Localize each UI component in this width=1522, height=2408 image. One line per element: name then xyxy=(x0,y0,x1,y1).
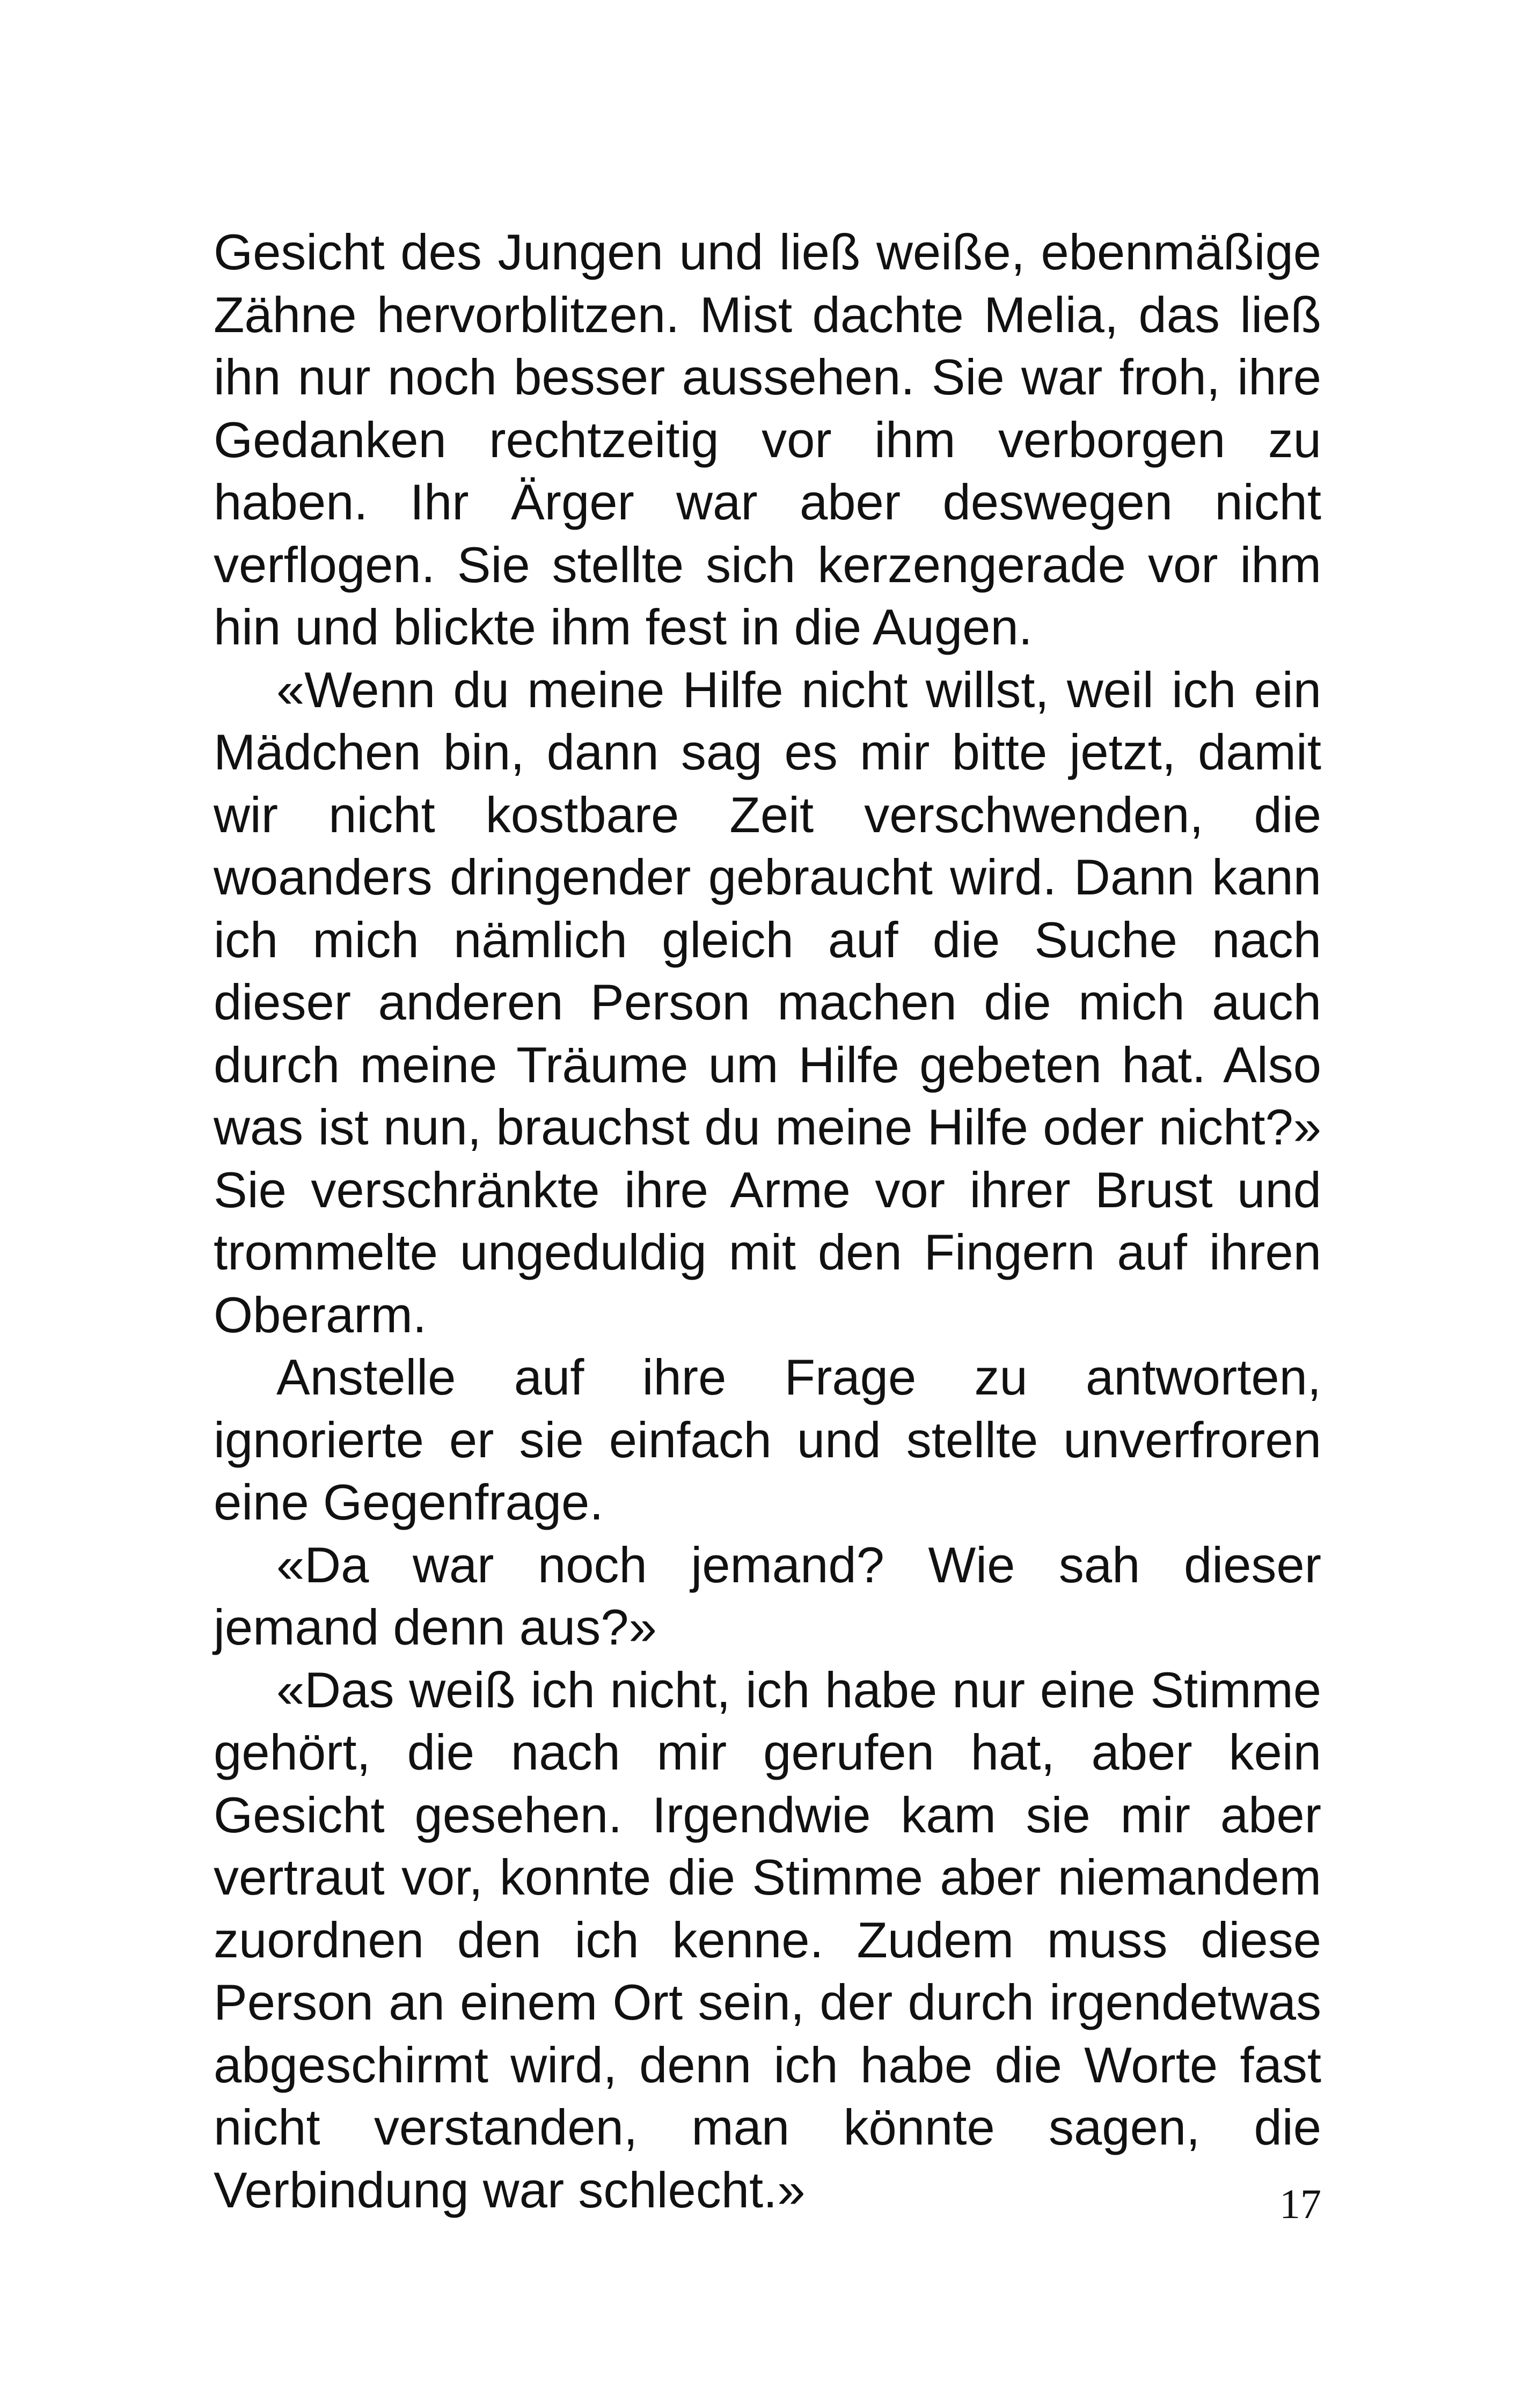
paragraph: «Das weiß ich nicht, ich habe nur eine Stimme gehört, die nach mir gerufen hat, aber kein Gesicht gesehen. Irgendwie kam sie mir aber vertraut vor, konnte die Stimme aber niemandem zuordnen den ich kenne. Zudem muss diese Person an einem Ort sein, der durch irgendetwas abgeschirmt wird, denn ich habe die Worte fast nicht verstanden, man könnte sagen, die Verbindung war schlecht.» xyxy=(214,1661,1321,2218)
page-number: 17 xyxy=(1279,2181,1321,2227)
paragraph: Gesicht des Jungen und ließ weiße, ebenmäßige Zähne hervorblitzen. Mist dachte Melia, das ließ ihn nur noch besser aussehen. Sie war froh, ihre Gedanken rechtzeitig vor ihm verborgen zu haben. Ihr Ärger war aber deswegen nicht verflogen. Sie stellte sich kerzengerade vor ihm hin und blickte ihm fest in die Augen. xyxy=(214,224,1321,655)
paragraph: «Da war noch jemand? Wie sah dieser jemand denn aus?» xyxy=(214,1536,1321,1655)
body-text xyxy=(214,221,1321,2221)
paragraph: «Wenn du meine Hilfe nicht willst, weil ich ein Mädchen bin, dann sag es mir bitte jetzt, damit wir nicht kostbare Zeit verschwenden, die woanders dringender gebraucht wird. Dann kann ich mich nämlich gleich auf die Suche nach dieser anderen Person machen die mich auch durch meine Träume um Hilfe gebeten hat. Also was ist nun, brauchst du meine Hilfe oder nicht?» Sie verschränkte ihre Arme vor ihrer Brust und trommelte ungeduldig mit den Fingern auf ihren Oberarm. xyxy=(214,661,1321,1343)
paragraph: Anstelle auf ihre Frage zu antworten, ignorierte er sie einfach und stellte unverfroren eine Gegenfrage. xyxy=(214,1349,1321,1530)
